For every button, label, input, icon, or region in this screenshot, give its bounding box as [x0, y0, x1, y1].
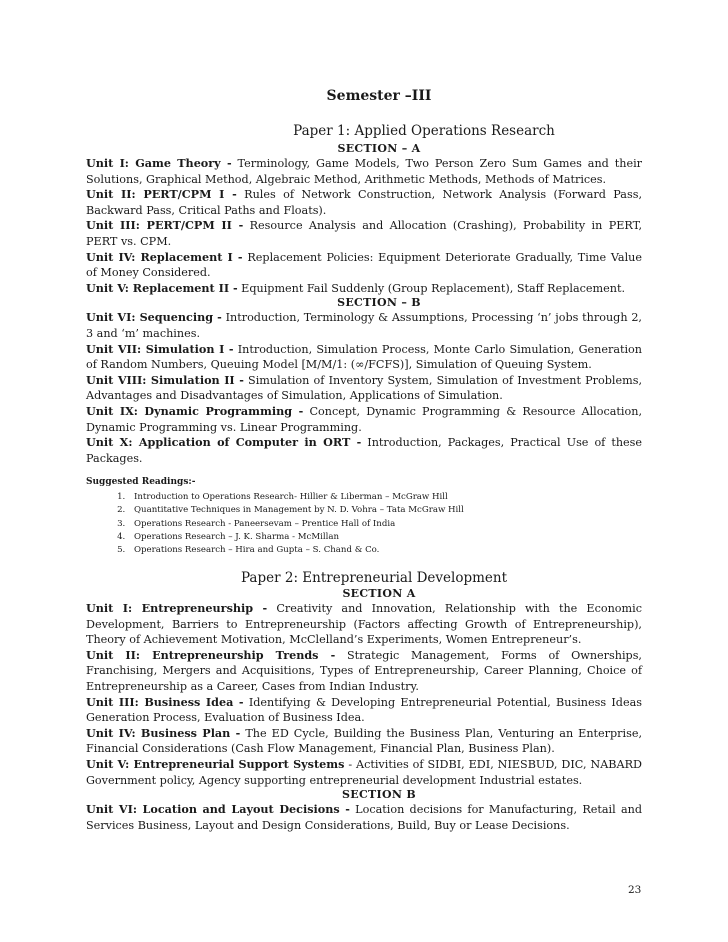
unit-text: Rules of Network Construction, Network Analysis (Forward Pass, Backward Pass, Critical Paths and Floats).	[86, 188, 643, 217]
unit-heading: Unit III: Business Idea -	[86, 694, 244, 709]
unit-heading: Unit IV: Business Plan -	[86, 725, 241, 740]
unit-text: Equipment Fail Suddenly (Group Replacement), Staff Replacement.	[237, 281, 625, 295]
unit	[86, 757, 642, 788]
unit	[86, 601, 642, 648]
unit-heading: Unit V: Replacement II -	[86, 280, 238, 295]
unit-heading: Unit X: Application of Computer in ORT -	[86, 435, 362, 450]
paper-1-section-a: SECTION – A	[337, 142, 421, 155]
unit	[86, 373, 642, 404]
paper-2-section-b: SECTION B	[342, 788, 416, 802]
paper-2-title: Paper 2: Entrepreneurial Development	[240, 570, 508, 586]
unit-heading: Unit I: Entrepreneurship -	[86, 601, 268, 615]
unit	[86, 802, 642, 833]
unit	[86, 187, 642, 218]
unit	[86, 250, 642, 281]
unit-heading: Unit III: PERT/CPM II -	[86, 218, 244, 233]
unit	[86, 156, 642, 187]
suggested-readings-title: Suggested Readings:-	[86, 477, 196, 488]
unit-heading: Unit II: Entrepreneurship Trends -	[86, 647, 336, 662]
paper-2	[86, 570, 642, 833]
unit	[86, 404, 642, 435]
unit-text: Introduction, Packages, Practical Use of these Packages.	[86, 436, 643, 465]
unit	[86, 726, 642, 757]
unit-text: The ED Cycle, Building the Business Plan, Venturing an Enterprise, Financial Considerations (Cash Flow Management, Financial Plan, Business Plan).	[86, 726, 643, 756]
unit-text: Identifying & Developing Entrepreneurial Potential, Business Ideas Generation Process, Evaluation of Business Idea.	[86, 695, 642, 725]
unit-heading: Unit II: PERT/CPM I -	[86, 187, 237, 202]
unit-text: - Activities of SIDBI, EDI, NIESBUD, DIC, NABARD Government policy, Agency supporting entrepreneurial development Industrial estates.	[86, 757, 642, 787]
paper-1	[86, 123, 642, 557]
page-number: 23	[628, 884, 642, 896]
paper-1-title: Paper 1: Applied Operations Research	[293, 123, 555, 139]
suggested-readings-list	[86, 491, 642, 557]
unit-text: Introduction, Simulation Process, Monte Carlo Simulation, Generation of Random Numbers, Queuing Model [M/M/1: (∞/FCFS)], Simulation of Queuing System.	[86, 342, 642, 372]
unit-text: Strategic Management, Forms of Ownerships, Franchising, Mergers and Acquisitions, Types of Entrepreneurship, Career Planning, Choice of Entrepreneurship as a Career, Cases from Indian Industry.	[86, 648, 642, 693]
unit-heading: Unit IV: Replacement I -	[86, 249, 243, 264]
unit	[86, 218, 642, 249]
unit-text: Resource Analysis and Allocation (Crashing), Probability in PERT, PERT vs. CPM.	[86, 219, 642, 248]
unit-text: Concept, Dynamic Programming & Resource Allocation, Dynamic Programming vs. Linear Programming.	[86, 404, 642, 434]
reading-item: 5. Operations Research – Hira and Gupta – S. Chand & Co.	[128, 544, 642, 557]
unit-heading: Unit VIII: Simulation II -	[86, 372, 244, 387]
unit-text: Creativity and Innovation, Relationship with the Economic Development, Barriers to Entrepreneurship (Factors affecting Growth of Entrepreneurship), Theory of Achievement Motivation, McClelland’s Experiments, Women Entrepreneur’s.	[86, 602, 642, 647]
unit-heading: Unit VI: Sequencing -	[86, 310, 222, 325]
unit	[86, 342, 642, 373]
unit	[86, 435, 642, 466]
unit	[86, 695, 642, 726]
unit-heading: Unit VI: Location and Layout Decisions -	[86, 802, 350, 817]
unit-heading: Unit I: Game Theory -	[86, 156, 232, 170]
unit	[86, 310, 642, 341]
semester-title: Semester –III	[326, 88, 432, 104]
reading-item: 4. Operations Research – J. K. Sharma - McMillan	[128, 531, 642, 544]
unit-heading: Unit V: Entrepreneurial Support Systems	[86, 756, 345, 771]
paper-2-section-a: SECTION A	[342, 587, 416, 600]
unit-text: Replacement Policies: Equipment Deteriorate Gradually, Time Value of Money Considered.	[86, 250, 642, 280]
unit-heading: Unit VII: Simulation I -	[86, 341, 234, 356]
reading-item: 2. Quantitative Techniques in Management by N. D. Vohra – Tata McGraw Hill	[128, 504, 642, 517]
unit-heading: Unit IX: Dynamic Programming -	[86, 403, 304, 418]
unit	[86, 281, 642, 297]
unit-text: Location decisions for Manufacturing, Retail and Services Business, Layout and Design Considerations, Build, Buy or Lease Decisions.	[86, 803, 642, 832]
reading-item: 3. Operations Research - Paneersevam – Prentice Hall of India	[128, 518, 642, 531]
reading-item: 1. Introduction to Operations Research- Hillier & Liberman – McGraw Hill	[128, 491, 642, 504]
paper-1-section-b: SECTION – B	[337, 296, 421, 310]
unit	[86, 648, 642, 695]
unit-text: Introduction, Terminology & Assumptions, Processing ‘n’ jobs through 2, 3 and ‘m’ machines.	[86, 311, 642, 340]
unit-text: Simulation of Inventory System, Simulation of Investment Problems, Advantages and Disadvantages of Simulation, Applications of Simulation.	[86, 373, 642, 403]
unit-text: Terminology, Game Models, Two Person Zero Sum Games and their Solutions, Graphical Method, Algebraic Method, Arithmetic Methods, Methods of Matrices.	[86, 157, 642, 186]
